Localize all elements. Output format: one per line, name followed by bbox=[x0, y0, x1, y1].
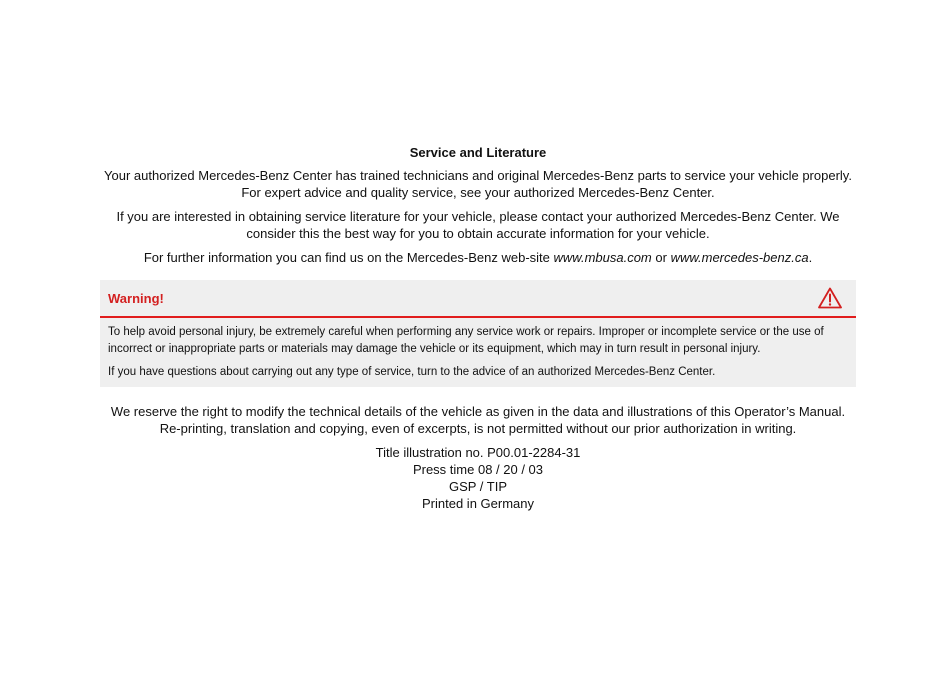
title-illustration: Title illustration no. P00.01-2284-31 bbox=[375, 445, 581, 460]
page-title: Service and Literature bbox=[409, 145, 547, 160]
imprint-code: GSP / TIP bbox=[448, 479, 508, 494]
imprint-block bbox=[100, 444, 856, 512]
printed-in: Printed in Germany bbox=[422, 496, 534, 511]
warning-paragraph-advice: If you have questions about carrying out any type of service, turn to the advice of an authorized Mercedes-Benz Center. bbox=[108, 366, 716, 378]
website-suffix: . bbox=[808, 250, 813, 265]
warning-box bbox=[100, 280, 856, 387]
press-time: Press time 08 / 20 / 03 bbox=[412, 462, 544, 477]
literature-paragraph: If you are interested in obtaining service literature for your vehicle, please contact your authorized Mercedes-Benz Center. We consider this the best way for you to obtain accurate information for your vehicle. bbox=[116, 209, 840, 241]
website-link-us[interactable]: www.mbusa.com bbox=[553, 250, 652, 265]
warning-body bbox=[100, 318, 856, 387]
warning-title: Warning! bbox=[108, 290, 164, 306]
service-paragraph: Your authorized Mercedes-Benz Center has trained technicians and original Mercedes-Benz parts to service your vehicle properly. For expert advice and quality service, see your authorized Mercedes-Benz Center. bbox=[104, 168, 852, 200]
warning-header bbox=[100, 280, 856, 318]
reserve-notice: We reserve the right to modify the technical details of the vehicle as given in the data and illustrations of this Operator’s Manual. Re-printing, translation and copying, even of excerpts, is not permitted without our prior authorization in writing. bbox=[110, 404, 846, 436]
warning-paragraph-injury: To help avoid personal injury, be extremely careful when performing any service work or repairs. Improper or incomplete service or the use of incorrect or inappropriate parts or materials may damage the vehicle or its equipment, which may in turn result in personal injury. bbox=[108, 326, 824, 355]
website-link-ca[interactable]: www.mercedes-benz.ca bbox=[670, 250, 809, 265]
page-content bbox=[100, 144, 856, 512]
website-or: or bbox=[651, 250, 671, 265]
website-paragraph bbox=[100, 249, 856, 266]
website-prefix: For further information you can find us on the Mercedes-Benz web-site bbox=[143, 250, 554, 265]
warning-triangle-icon bbox=[818, 287, 842, 309]
